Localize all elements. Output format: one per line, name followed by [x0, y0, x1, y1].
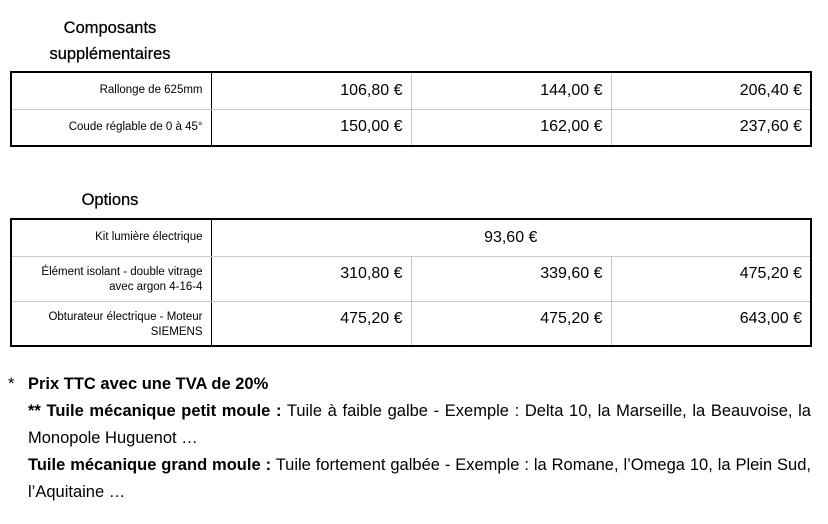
price-cell: 150,00 € [211, 109, 411, 146]
footnote-tva [0, 371, 811, 398]
price-cell: 162,00 € [411, 109, 611, 146]
price-cell: 339,60 € [411, 256, 611, 301]
footnote-tva-text: Prix TTC avec une TVA de 20% [28, 375, 269, 393]
footnote-grand-moule [0, 452, 811, 506]
table-row [11, 109, 811, 146]
footnote-grand-title: Tuile mécanique grand moule : [28, 456, 272, 474]
footnotes [0, 371, 811, 506]
row-label: Coude réglable de 0 à 45° [11, 109, 211, 146]
table-row [11, 256, 811, 301]
price-cell: 475,20 € [611, 256, 811, 301]
footnote-petit-moule [0, 398, 811, 452]
price-cell: 237,60 € [611, 109, 811, 146]
price-cell: 475,20 € [211, 301, 411, 346]
price-cell: 144,00 € [411, 72, 611, 109]
footnote-petit-text: Tuile à faible galbe - Exemple : Delta 10, la Marseille, la Beauvoise, la Monopole Huguenot … [28, 402, 811, 447]
options-table [10, 218, 812, 347]
footnote-petit-title: ** Tuile mécanique petit moule : [28, 402, 282, 420]
price-cell: 310,80 € [211, 256, 411, 301]
table-row [11, 72, 811, 109]
price-cell-merged: 93,60 € [211, 219, 811, 256]
price-cell: 206,40 € [611, 72, 811, 109]
price-cell: 643,00 € [611, 301, 811, 346]
section-title-components: Composants supplémentaires [49, 19, 171, 63]
footnote-asterisk: * [8, 375, 15, 393]
row-label: Élément isolant - double vitrage avec argon 4-16-4 [11, 256, 211, 301]
table-row [11, 219, 811, 256]
section-title-options: Options [81, 191, 139, 209]
footnote-grand-text: Tuile fortement galbée - Exemple : la Romane, l’Omega 10, la Plein Sud, l’Aquitaine … [28, 456, 811, 501]
price-cell: 475,20 € [411, 301, 611, 346]
components-table [10, 71, 812, 147]
price-cell: 106,80 € [211, 72, 411, 109]
table-row [11, 301, 811, 346]
row-label: Kit lumière électrique [11, 219, 211, 256]
row-label: Rallonge de 625mm [11, 72, 211, 109]
row-label: Obturateur électrique - Moteur SIEMENS [11, 301, 211, 346]
